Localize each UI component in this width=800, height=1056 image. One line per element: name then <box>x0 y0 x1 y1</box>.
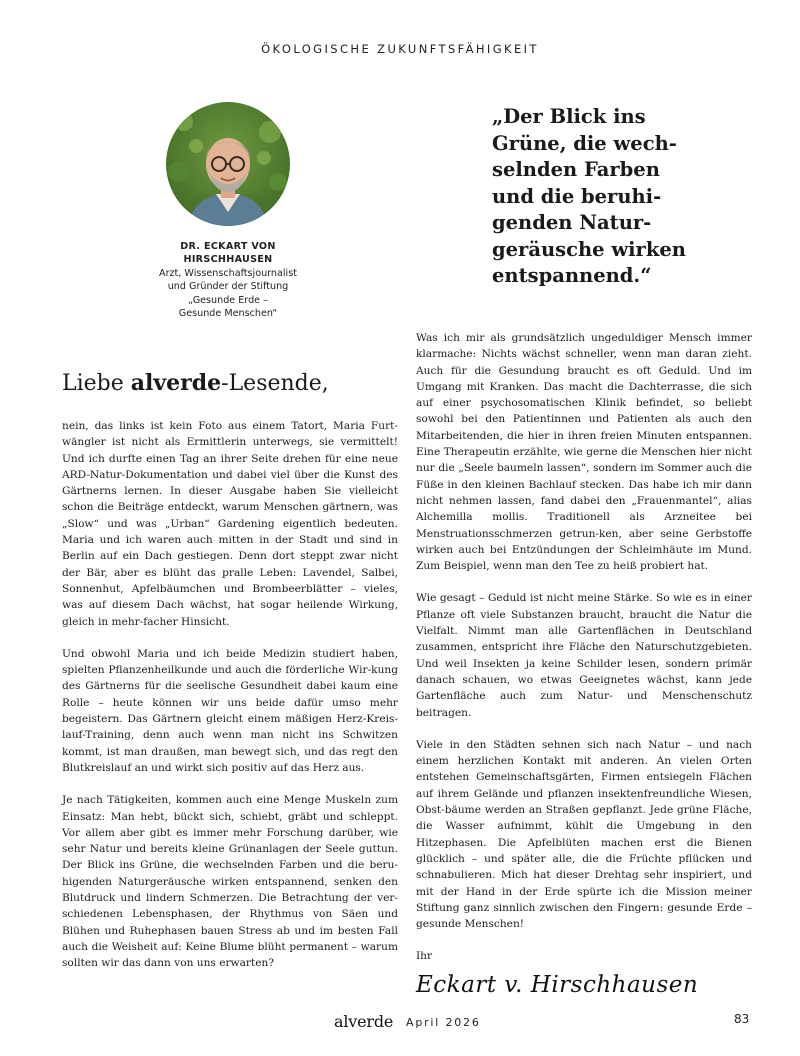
body-paragraph: nein, das links ist kein Foto aus einem Tatort, Maria Furt-wängler ist nicht als Ermittlerin unterwegs, sie vermittelt! Und ich durfte einen Tag an ihrer Seite drehen für eine neue ARD-Natur-Dokumentation und dabei viel über die Kunst des Gärtnerns lernen. In dieser Ausgabe haben Sie vielleicht schon die Beiträge entdeckt, warum Menschen gärtnern, was „Slow“ und was „Urban“ Gardening eigentlich bedeuten. Maria und ich waren auch mitten in der Stadt und sind in Berlin auf ein Dach gestiegen. Denn dort steppt zwar nicht der Bär, aber es blüht das pralle Leben: Lavendel, Salbei, Sonnenhut, Apfelbäumchen und Brombeerblätter – vieles, was auf diesem Dach wächst, hat sogar heilende Wirkung, gleich in mehr-facher Hinsicht. <box>62 420 398 628</box>
closing-word: Ihr <box>416 950 433 963</box>
author-role-line: und Gründer der Stiftung <box>167 281 289 293</box>
pull-quote-line: genden Natur- <box>492 211 652 234</box>
heading-greeting: Liebe <box>62 371 131 396</box>
body-paragraph: Wie gesagt – Geduld ist nicht meine Stärke. So wie es in einer Pflanze oft viele Substanzen braucht, braucht die Natur die Vielfalt. Nimmt man alle Gartenflächen in Deutschland zusammen, entspricht ihre Fläche den Naturschutzgebieten. Und weil Insekten ja keine Schilder lesen, sondern primär danach schauen, wo etwas Geeignetes wächst, kann jede Gartenfläche auch zum Natur- und Menschenschutz beitragen. <box>416 592 752 719</box>
footer-issue-date: April 2026 <box>406 1016 481 1029</box>
author-name-line1: DR. ECKART VON <box>180 241 276 252</box>
body-paragraph: Und obwohl Maria und ich beide Medizin studiert haben, spielten Pflanzenheilkunde und auch die förderliche Wir-kung des Gärtnerns für die seelische Gesundheit dabei kaum eine Rolle – heute können wir uns beide dafür umso mehr begeistern. Das Gärtnern gleicht einem mäßigen Herz-Kreis-lauf-Training, denn auch wenn man nicht ins Schwitzen kommt, ist man draußen, man bewegt sich, und das regt den Blutkreislauf an und wirkt sich positiv auf das Herz aus. <box>62 647 398 774</box>
heading-brand: alverde <box>130 370 222 396</box>
letter-heading <box>62 370 402 396</box>
heading-greeting-end: -Lesende, <box>221 371 329 396</box>
page-number: 83 <box>734 1012 750 1026</box>
author-caption <box>138 240 318 320</box>
pull-quote <box>492 104 762 290</box>
author-role-line: „Gesunde Erde – <box>188 294 268 306</box>
right-column <box>416 330 752 998</box>
pull-quote-line: „Der Blick ins <box>492 105 646 128</box>
pull-quote-line: Grüne, die wech- <box>492 131 677 155</box>
author-name-line2: HIRSCHHAUSEN <box>183 254 273 266</box>
author-portrait <box>166 102 290 226</box>
author-signature: Eckart v. Hirschhausen <box>416 971 699 998</box>
pull-quote-line: geräusche wirken <box>492 237 686 261</box>
body-paragraph: Viele in den Städten sehnen sich nach Natur – und nach einem herzlichen Kontakt mit anderen. An vielen Orten entstehen Gemeinschaftsgärten, Firmen entsiegeln Flächen auf ihrem Gelände und pflanzen insektenfreundliche Wiesen, Obst-bäume werden an Straßen gepflanzt. Jede grüne Fläche, die Wasser aufnimmt, kühlt die Umgebung in den Hitzephasen. Die Apfelblüten machen erst die Bienen glücklich – und später alle, die die Früchte pflücken und schnabulieren. Mich hat dieser Drehtag sehr inspiriert, und mit der Hand in der Erde spürte ich die Mission meiner Stiftung ganz sinnlich zwischen den Fingern: gesunde Erde – gesunde Menschen! <box>416 738 752 931</box>
body-paragraph: Was ich mir als grundsätzlich ungeduldiger Mensch immer klarmache: Nichts wächst schneller, wenn man daran zieht. Auch für die Gesundung braucht es oft Geduld. Und im Umgang mit Kranken. Das macht die Dachterrasse, die sich auf einer psychosomatischen Klinik befindet, so beliebt sowohl bei den Patientinnen und Patienten als auch den Mitarbeitenden, die hier in ihren freien Minuten entspannen. Eine Therapeutin erzählte, wie gerne die Menschen hier nicht nur die „Seele baumeln lassen“, sondern im Sommer auch die Füße in den kleinen Bachlauf stecken. Das habe ich mir dann nicht nehmen lassen, fand dabei den „Frauenmantel“, alias Alchemilla mollis. Traditionell als Arzneitee bei Menstruationsschmerzen getrun-ken, aber seine Gerbstoffe wirken auch bei Entzündungen der Schleimhäute im Mund. Zum Beispiel, wenn man den Tee zu heiß probiert hat. <box>416 332 752 573</box>
pull-quote-line: und die beruhi- <box>492 184 662 208</box>
pull-quote-line: selnden Farben <box>492 158 660 181</box>
pull-quote-line: entspannend.“ <box>492 264 652 287</box>
author-role-line: Arzt, Wissenschaftsjournalist <box>159 267 297 279</box>
section-label: ÖKOLOGISCHE ZUKUNFTSFÄHIGKEIT <box>261 42 539 56</box>
body-paragraph: Je nach Tätigkeiten, kommen auch eine Menge Muskeln zum Einsatz: Man hebt, bückt sich, schiebt, gräbt und schleppt. Vor allem aber gibt es immer mehr Forschung darüber, wie sehr Natur und bereits kleine Grünanlagen der Seele guttun. Der Blick ins Grüne, die wechselnden Farben und die beru-higenden Naturgeräusche wirken entspannend, senken den Blutdruck und lindern Schmerzen. Die Betrachtung der ver-schiedenen Lebensphasen, der Rhythmus von Säen und Blühen und Ruhephasen bauen Stress ab und im besten Fall auch die Weisheit auf: Keine Blume blüht permanent – warum sollten wir das dann von uns erwarten? <box>62 794 398 970</box>
author-portrait-image <box>166 102 290 226</box>
footer-brand-logo: alverde <box>334 1012 394 1031</box>
author-role-line: Gesunde Menschen“ <box>178 308 278 320</box>
left-column <box>62 418 398 988</box>
